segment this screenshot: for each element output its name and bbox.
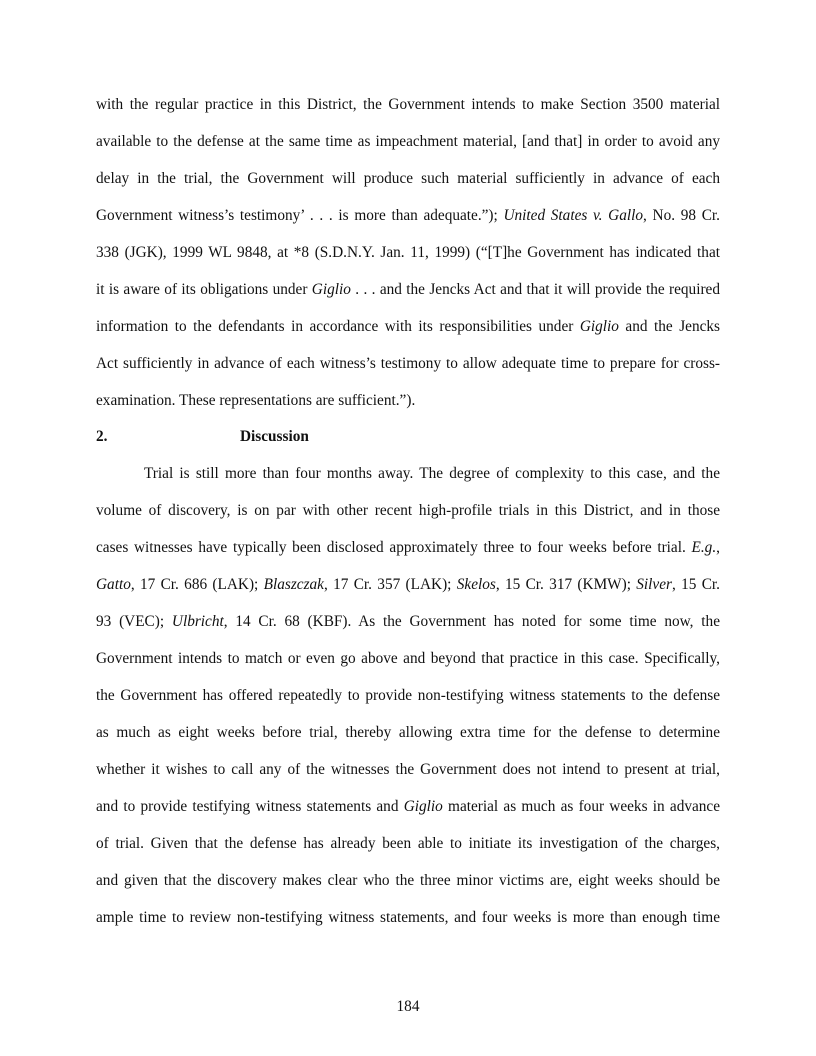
text-run: it is aware of its obligations under [96, 281, 312, 298]
text-run: , No. 98 Cr. [643, 207, 721, 224]
text-run: , 14 Cr. 68 (KBF). As the Government has noted for some time now, the [223, 613, 720, 630]
text-run: . . . and the Jencks Act and that it will provide the required [350, 281, 720, 298]
body-line: whether it wishes to call any of the witnesses the Government does not intend to present at trial, [96, 761, 720, 778]
body-line: the Government has offered repeatedly to provide non-testifying witness statements to the defense [96, 687, 720, 704]
body-line: of trial. Given that the defense has already been able to initiate its investigation of the charges, [96, 835, 720, 852]
body-line: Government intends to match or even go above and beyond that practice in this case. Specifically, [96, 650, 720, 667]
text-run: and the Jencks [618, 318, 720, 335]
body-line: Trial is still more than four months away. The degree of complexity to this case, and the [144, 465, 720, 482]
text-run: , 17 Cr. 686 (LAK); [130, 576, 264, 593]
body-line [96, 612, 720, 632]
body-line: 338 (JGK), 1999 WL 9848, at *8 (S.D.N.Y. Jan. 11, 1999) (“[T]he Government has indicated that [96, 244, 720, 261]
case-citation: United States v. Gallo [503, 207, 644, 224]
text-run: material as much as four weeks in advance [442, 798, 721, 815]
body-line: with the regular practice in this District, the Government intends to make Section 3500 material [96, 96, 720, 113]
section-title: Discussion [240, 428, 309, 445]
text-run: and to provide testifying witness statements and [96, 798, 404, 815]
case-citation: Blaszczak [263, 576, 324, 593]
body-line [96, 797, 720, 817]
body-line: examination. These representations are sufficient.”). [96, 392, 416, 409]
body-line: and given that the discovery makes clear who the three minor victims are, eight weeks should be [96, 872, 720, 889]
page-number: 184 [396, 998, 420, 1015]
body-line [96, 206, 720, 226]
body-line [96, 317, 720, 337]
case-citation: Ulbricht [171, 613, 224, 630]
case-citation: Giglio [403, 798, 443, 815]
text-run: cases witnesses have typically been disclosed approximately three to four weeks before trial. [96, 539, 692, 556]
body-line: volume of discovery, is on par with other recent high-profile trials in this District, and in those [96, 502, 720, 519]
case-citation: Giglio [579, 318, 619, 335]
body-line [96, 280, 720, 300]
case-citation: Silver [636, 576, 672, 593]
case-citation: Giglio [311, 281, 351, 298]
case-citation: Gatto [96, 576, 131, 593]
text-run: , 15 Cr. 317 (KMW); [495, 576, 637, 593]
text-run: , 17 Cr. 357 (LAK); [323, 576, 457, 593]
body-line: delay in the trial, the Government will produce such material sufficiently in advance of each [96, 170, 720, 187]
text-run: , [716, 539, 720, 556]
signal-eg: E.g. [691, 539, 717, 556]
body-line [96, 538, 720, 558]
case-citation: Skelos [456, 576, 496, 593]
body-line: Act sufficiently in advance of each witness’s testimony to allow adequate time to prepare for cross- [96, 355, 720, 372]
section-number: 2. [96, 428, 108, 445]
body-line [96, 575, 720, 595]
body-line: as much as eight weeks before trial, thereby allowing extra time for the defense to determine [96, 724, 720, 741]
text-run: Government witness’s testimony’ . . . is more than adequate.”); [96, 207, 504, 224]
text-run: information to the defendants in accordance with its responsibilities under [96, 318, 580, 335]
body-line: ample time to review non-testifying witness statements, and four weeks is more than enough time [96, 909, 720, 926]
text-run: 93 (VEC); [96, 613, 172, 630]
text-run: , 15 Cr. [671, 576, 720, 593]
body-line: available to the defense at the same time as impeachment material, [and that] in order to avoid any [96, 133, 720, 150]
